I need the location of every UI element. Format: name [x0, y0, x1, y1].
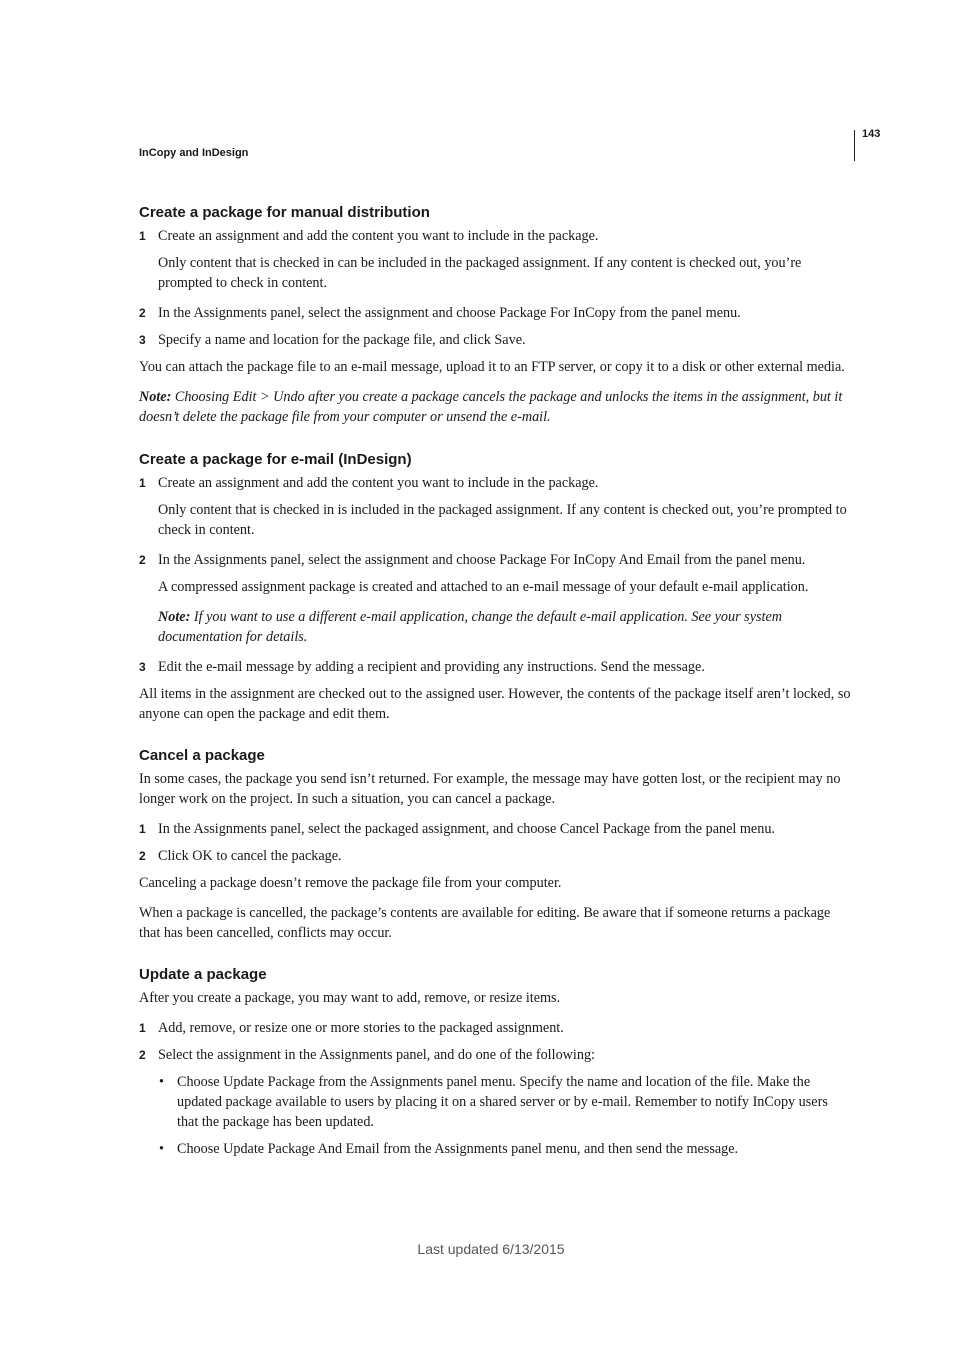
step-text: Create an assignment and add the content you want to include in the package. — [158, 475, 599, 491]
bullet-item — [139, 1139, 851, 1159]
step-2 — [139, 550, 851, 570]
bullet-icon: • — [159, 1074, 164, 1090]
note-text: If you want to use a different e-mail application, change the default e-mail application. See your system documentation for details. — [158, 609, 782, 645]
step-2 — [139, 846, 851, 866]
step-2 — [139, 303, 851, 323]
bullet-text: Choose Update Package And Email from the Assignments panel menu, and then send the message. — [177, 1141, 739, 1157]
step-1 — [139, 473, 851, 493]
bullet-text: Choose Update Package from the Assignments panel menu. Specify the name and location of the file. Make the updated package available to users by placing it on a shared server or by e-mail. Remember to notify InCopy users that the package has been updated. — [177, 1074, 828, 1130]
step-text: Select the assignment in the Assignments panel, and do one of the following: — [158, 1047, 595, 1063]
bullet-icon: • — [159, 1141, 164, 1157]
body-paragraph: When a package is cancelled, the package’s contents are available for editing. Be aware that if someone returns a package that has been cancelled, conflicts may occur. — [139, 905, 831, 941]
note-label: Note: — [158, 609, 191, 625]
note-label: Note: — [139, 389, 172, 405]
intro-paragraph: After you create a package, you may want to add, remove, or resize items. — [139, 990, 561, 1006]
section-update-package — [139, 965, 851, 1159]
section-heading: Create a package for manual distribution — [139, 204, 430, 221]
step-1 — [139, 1018, 851, 1038]
step-text: In the Assignments panel, select the assignment and choose Package For InCopy And Email from the panel menu. — [158, 552, 806, 568]
step-number: 1 — [139, 822, 146, 836]
body-paragraph: Canceling a package doesn’t remove the package file from your computer. — [139, 875, 562, 891]
step-text: Edit the e-mail message by adding a recipient and providing any instructions. Send the message. — [158, 659, 705, 675]
step-3 — [139, 330, 851, 350]
page-content — [139, 203, 851, 1166]
bullet-item — [139, 1072, 851, 1132]
step-text: Click OK to cancel the package. — [158, 848, 342, 864]
step-detail: Only content that is checked in is included in the packaged assignment. If any content is checked out, you’re prompted to check in content. — [158, 502, 847, 538]
step-1 — [139, 819, 851, 839]
step-text: In the Assignments panel, select the packaged assignment, and choose Cancel Package from the panel menu. — [158, 821, 775, 837]
step-2 — [139, 1045, 851, 1065]
step-number: 2 — [139, 1048, 146, 1062]
page-number: 143 — [862, 128, 881, 140]
step-number: 1 — [139, 476, 146, 490]
section-email-package — [139, 450, 851, 724]
body-paragraph: You can attach the package file to an e-mail message, upload it to an FTP server, or copy it to a disk or other external media. — [139, 359, 845, 375]
step-detail: A compressed assignment package is created and attached to an e-mail message of your default e-mail application. — [158, 579, 809, 595]
step-number: 3 — [139, 660, 146, 674]
running-head: InCopy and InDesign — [139, 147, 249, 159]
section-cancel-package — [139, 746, 851, 943]
footer-last-updated: Last updated 6/13/2015 — [417, 1241, 565, 1257]
section-heading: Update a package — [139, 966, 267, 983]
header-rule — [854, 130, 855, 161]
intro-paragraph: In some cases, the package you send isn’t returned. For example, the message may have gotten lost, or the recipient may no longer work on the project. In such a situation, you can cancel a package. — [139, 771, 841, 807]
section-heading: Cancel a package — [139, 747, 265, 764]
step-1 — [139, 226, 851, 246]
section-manual-distribution — [139, 203, 851, 427]
step-number: 3 — [139, 333, 146, 347]
body-paragraph: All items in the assignment are checked out to the assigned user. However, the contents of the package itself aren’t locked, so anyone can open the package and edit them. — [139, 686, 851, 722]
step-text: Create an assignment and add the content you want to include in the package. — [158, 228, 599, 244]
step-number: 1 — [139, 229, 146, 243]
step-text: Add, remove, or resize one or more stories to the packaged assignment. — [158, 1020, 564, 1036]
step-number: 2 — [139, 306, 146, 320]
note — [139, 387, 851, 427]
step-number: 2 — [139, 849, 146, 863]
step-number: 2 — [139, 553, 146, 567]
note-text: Choosing Edit > Undo after you create a package cancels the package and unlocks the items in the assignment, but it doesn’t delete the package file from your computer or unsend the e-mail. — [139, 389, 843, 425]
note — [139, 607, 851, 647]
section-heading: Create a package for e-mail (InDesign) — [139, 451, 412, 468]
step-3 — [139, 657, 851, 677]
step-text: Specify a name and location for the package file, and click Save. — [158, 332, 526, 348]
step-number: 1 — [139, 1021, 146, 1035]
step-detail: Only content that is checked in can be included in the packaged assignment. If any content is checked out, you’re prompted to check in content. — [158, 255, 802, 291]
step-text: In the Assignments panel, select the assignment and choose Package For InCopy from the panel menu. — [158, 305, 741, 321]
